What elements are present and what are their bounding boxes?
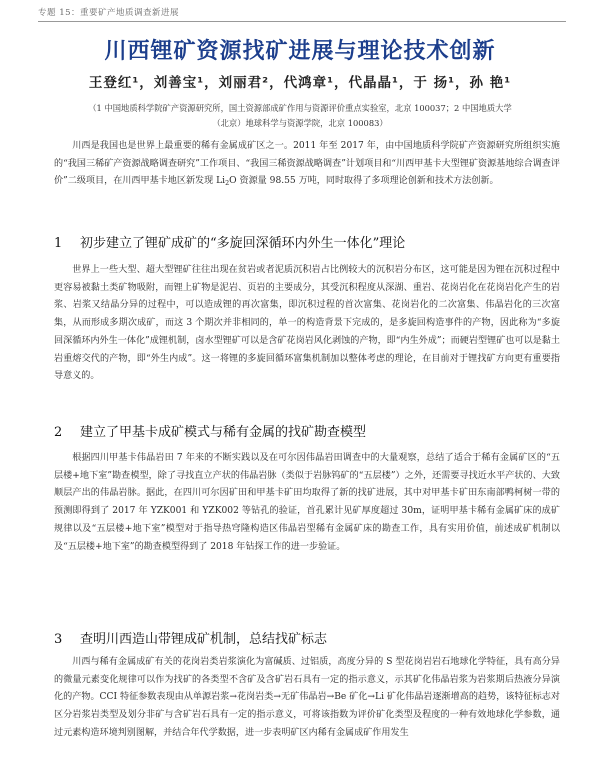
section-2-number: 2 — [54, 425, 63, 440]
section-1-number: 1 — [54, 236, 63, 251]
intro-text-post: O 资源量 98.55 万吨，同时取得了多项理论创新和技术方法创新。 — [229, 176, 499, 187]
section-3-paragraph: 川西与稀有金属成矿有关的花岗岩类岩浆演化为富碱质、过铝质，高度分异的 S 型花岗岩岩石地球化学特征，具有高分异的微量元素变化规律可以作为找矿的各类型不含矿及含矿岩石具有一定的指示意义，示其矿化伟晶岩浆为岩浆期后热液分异演化的产物。CCI 特征参数表现由从单源岩浆→花岗岩类→无矿伟晶岩→Be 矿化→Li 矿化伟晶岩逐渐增高的趋势，该特征标志对区分岩浆岩类型及划分非矿与含矿岩石具有一定的指示意义，可将该指数为评价矿化类型及程度的一种有效地球化学参数，通过元素构造环境判别图解，并结合年代学数据，进一步表明矿区内稀有金属成矿作用发生 — [54, 657, 560, 738]
author-list: 王登红¹，刘善宝¹，刘丽君²，代鸿章¹，代晶晶¹，于 扬¹，孙 艳¹ — [88, 75, 512, 91]
section-2-paragraph: 根据四川甲基卡伟晶岩田 7 年来的不断实践以及在可尔因伟晶岩田调查中的大量观察，总结了适合于稀有金属矿区的“五层楼+地下室”勘查模型，除了寻找直立产状的伟晶岩脉（类似于岩脉钨矿的“五层楼”）之外，还需要寻找近水平产状的、大致顺层产出的伟晶岩脉。据此，在四川可尔因矿田和甲基卡矿田均取得了新的找矿进展，其中对甲基卡矿田东南部鸭柯树一带的预测即得到了 2017 年 YZK001 和 YZK002 等钻孔的验证，首孔累计见矿厚度超过 30m，证明甲基卡稀有金属矿床的成矿规律以及“五层楼+地下室”模型对于指导热穹隆构造区伟晶岩型稀有金属矿床的勘查工作，具有实用价值，前述成矿机制以及“五层楼+地下室”的勘查模型得到了 2018 年钻探工作的进一步验证。 — [54, 453, 560, 552]
affiliation — [60, 101, 540, 131]
section-3-title: 查明川西造山带锂成矿机制，总结找矿标志 — [80, 632, 328, 647]
affiliation-line-2: （北京）地球科学与资源学院，北京 100083） — [212, 118, 388, 128]
running-header: 专题 15：重要矿产地质调查新进展 — [38, 6, 566, 22]
section-2-heading — [54, 421, 560, 440]
paper-title: 川西锂矿资源找矿进展与理论技术创新 — [104, 39, 496, 64]
intro-text-pre: 川西是我国也是世界上最重要的稀有金属成矿区之一。2011 年至 2017 年，由中国地质科学院矿产资源研究所组织实施的“我国三稀矿产资源战略调查研究”工作项目、“我国三稀资源战略调查”计划项目和“川西甲基卡大型锂矿资源基地综合调查评价”二级项目，在川西甲基卡地区新发现 Li — [54, 141, 560, 187]
section-3-heading — [54, 628, 560, 647]
intro-paragraph — [54, 138, 560, 191]
affiliation-line-1: （1 中国地质科学院矿产资源研究所，国土资源部成矿作用与资源评价重点实验室，北京 100037；2 中国地质大学 — [88, 103, 512, 113]
section-1-paragraph: 世界上一些大型、超大型锂矿往往出现在贫岩或者泥质沉积岩占比例较大的沉积岩分布区，这可能是因为锂在沉积过程中更容易被黏土类矿物吸附，而锂上矿物是泥岩、页岩的主要成分，其受沉积程度从深湖、重岩、花岗岩化在花岗岩化产生的岩浆、岩浆又结晶分异的过程中，可以造成锂的再次富集，即沉积过程的首次富集、花岗岩化的二次富集、伟晶岩化的三次富集，从而形成多期次成矿，而这 3 个期次并非相同的，单一的构造背景下完成的，是多旋回构造事件的产物，因此称为“多旋回深循环内外生一体化”成锂机制，卤水型锂矿可以是含矿花岗岩风化剥蚀的产物，即“内生外成”；而硬岩型锂矿也可以是黏土岩重熔交代的产物，即“外生内成”。这一将锂的多旋回循环富集机制加以整体考虑的理论，在目前对于锂找矿方向更有重要指导意义的。 — [54, 265, 560, 382]
intro-subscript: 2 — [225, 179, 230, 188]
section-3-number: 3 — [54, 632, 63, 647]
section-1-title: 初步建立了锂矿成矿的“多旋回深循环内外生一体化”理论 — [80, 236, 406, 251]
section-2-title: 建立了甲基卡成矿模式与稀有金属的找矿勘查模型 — [80, 425, 367, 440]
section-1-heading — [54, 232, 560, 251]
